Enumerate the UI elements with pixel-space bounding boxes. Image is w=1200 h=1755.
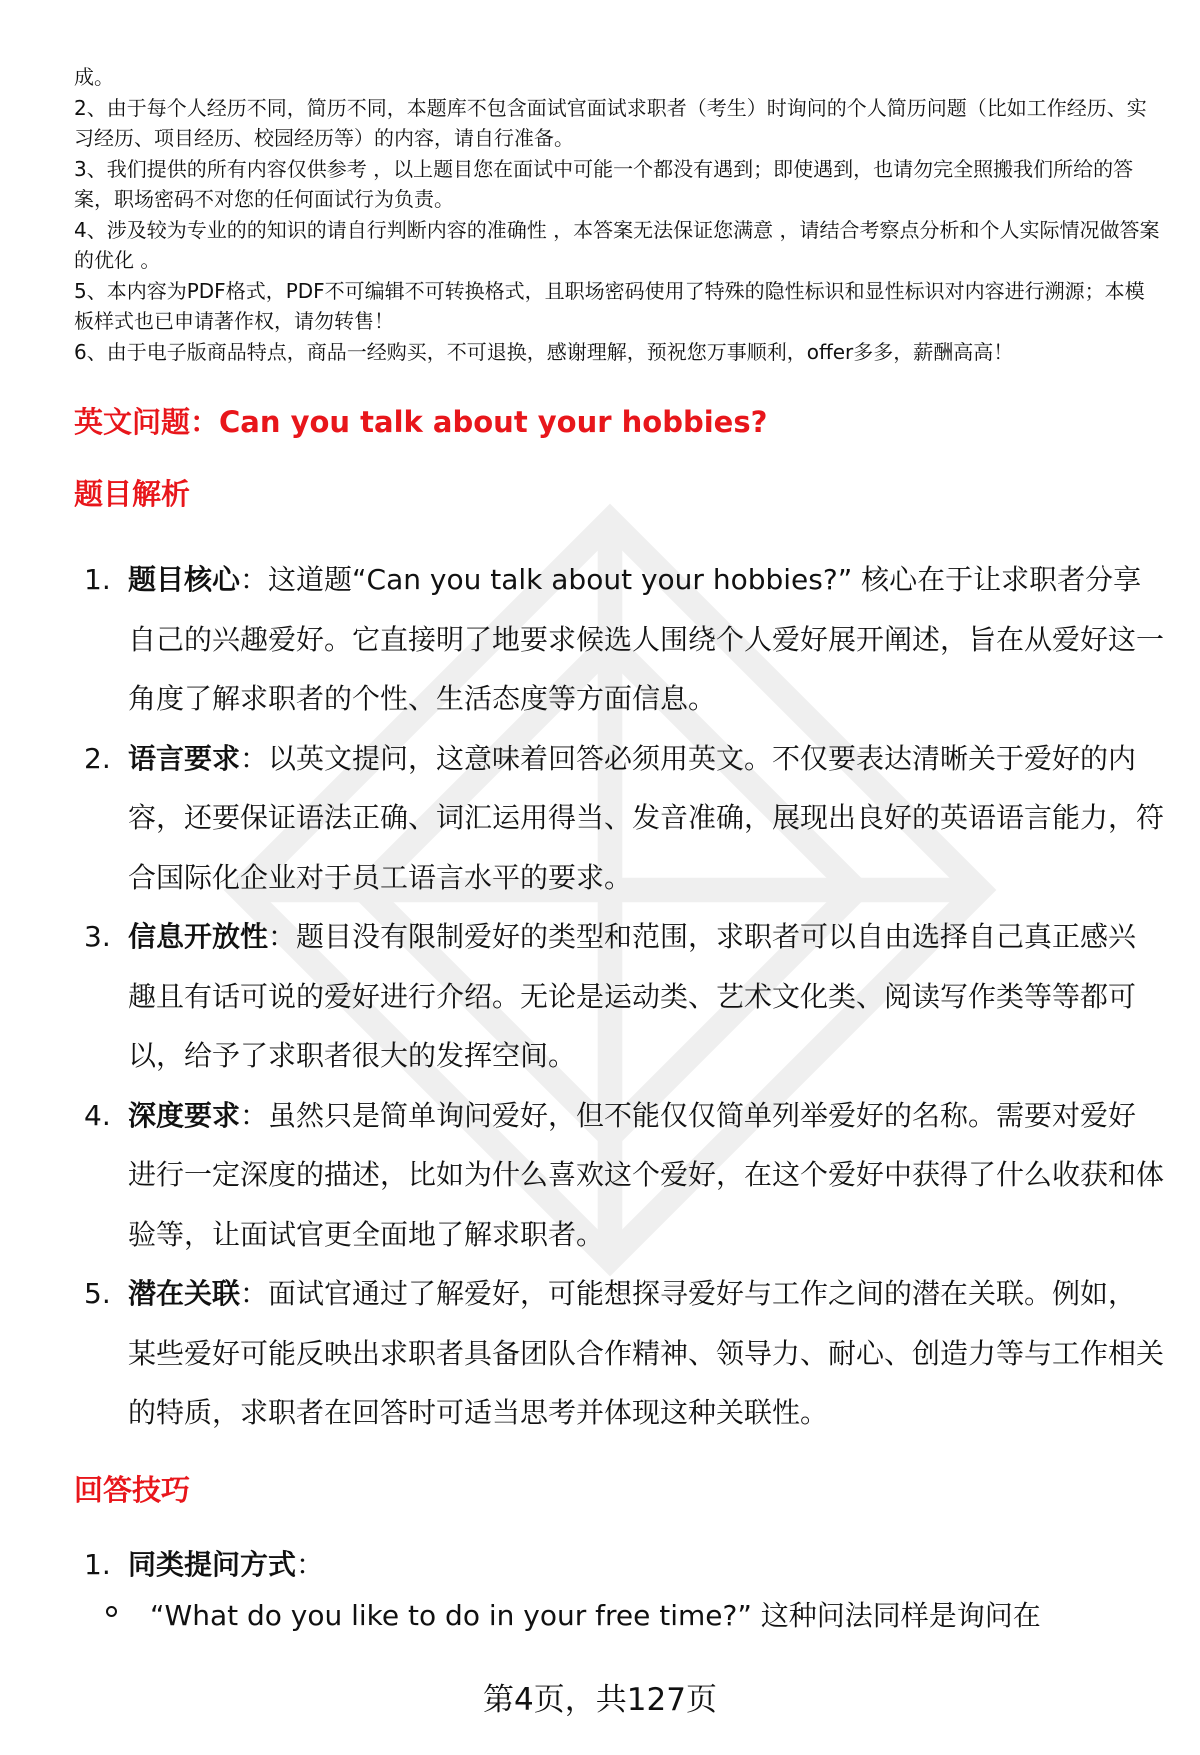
item-title: 题目核心: [128, 563, 241, 596]
item-number: 3.: [84, 920, 111, 953]
list-item: [74, 1264, 1164, 1443]
sub-list-item: [150, 1596, 1160, 1636]
item-title: 语言要求: [128, 741, 241, 775]
item-title: 信息开放性: [128, 920, 269, 953]
item-separator: ：: [240, 1277, 269, 1310]
tips-heading: 回答技巧: [74, 1473, 191, 1507]
item-separator: ：: [240, 563, 269, 596]
list-item: [74, 550, 1164, 729]
item-separator: ：: [240, 741, 269, 775]
note-line: 5、本内容为PDF格式，PDF不可编辑不可转换格式，且职场密码使用了特殊的隐性标识和显性标识对内容进行溯源；本模板样式也已申请著作权，请勿转售！: [74, 278, 1145, 333]
item-separator: ：: [240, 1098, 269, 1132]
tips-list: [74, 1536, 1164, 1593]
note-line: 4、涉及较为专业的的知识的请自行判断内容的准确性 ，本答案无法保证您满意 ，请结合考察点分析和个人实际情况做答案的优化 。: [74, 217, 1160, 272]
list-item: [74, 1536, 1164, 1593]
list-item: [74, 1086, 1164, 1265]
item-title: 潜在关联: [128, 1277, 241, 1310]
list-item: [74, 729, 1164, 908]
item-text: 题目没有限制爱好的类型和范围，求职者可以自由选择自己真正感兴趣且有话可说的爱好进行介绍。无论是运动类、艺术文化类、阅读写作类等等都可以，给予了求职者很大的发挥空间。: [128, 920, 1137, 1072]
note-line: 3、我们提供的所有内容仅供参考 ，以上题目您在面试中可能一个都没有遇到；即使遇到，也请勿完全照搬我们所给的答案，职场密码不对您的任何面试行为负责。: [74, 156, 1134, 211]
item-number: 4.: [84, 1098, 111, 1132]
disclaimer-notes: [74, 62, 1164, 367]
note-line: 2、由于每个人经历不同，简历不同，本题库不包含面试官面试求职者（考生）时询问的个人简历问题（比如工作经历、实习经历、项目经历、校园经历等）的内容，请自行准备。: [74, 95, 1147, 150]
item-separator: ：: [296, 1548, 325, 1581]
item-text: 面试官通过了解爱好，可能想探寻爱好与工作之间的潜在关联。例如，某些爱好可能反映出求职者具备团队合作精神、领导力、耐心、创造力等与工作相关的特质，求职者在回答时可适当思考并体现这种关联性。: [128, 1277, 1165, 1429]
item-number: 1.: [84, 1548, 111, 1581]
analysis-list: [74, 550, 1164, 1443]
item-number: 2.: [84, 741, 111, 775]
circle-bullet-icon: [106, 1606, 117, 1617]
list-item: [74, 907, 1164, 1086]
item-text: 虽然只是简单询问爱好，但不能仅仅简单列举爱好的名称。需要对爱好进行一定深度的描述，比如为什么喜欢这个爱好，在这个爱好中获得了什么收获和体验等，让面试官更全面地了解求职者。: [128, 1098, 1165, 1251]
item-separator: ：: [268, 920, 297, 953]
analysis-heading: 题目解析: [74, 477, 191, 511]
item-number: 1.: [84, 563, 111, 596]
page-footer: 第4页，共127页: [483, 1682, 717, 1718]
sub-item-text: “What do you like to do in your free time?” 这种问法同样是询问在: [150, 1599, 1041, 1632]
item-number: 5.: [84, 1277, 111, 1310]
question-heading: 英文问题：Can you talk about your hobbies?: [74, 405, 768, 439]
item-title: 深度要求: [128, 1098, 241, 1132]
item-text: 这道题“Can you talk about your hobbies?” 核心在于让求职者分享自己的兴趣爱好。它直接明了地要求候选人围绕个人爱好展开阐述，旨在从爱好这一角度了解求职者的个性、生活态度等方面信息。: [128, 563, 1165, 715]
note-line: 6、由于电子版商品特点，商品一经购买，不可退换，感谢理解，预祝您万事顺利，offer多多，薪酬高高！: [74, 339, 1014, 364]
note-line: 成。: [74, 65, 114, 89]
item-text: 以英文提问，这意味着回答必须用英文。不仅要表达清晰关于爱好的内容，还要保证语法正确、词汇运用得当、发音准确，展现出良好的英语语言能力，符合国际化企业对于员工语言水平的要求。: [128, 741, 1165, 894]
item-title: 同类提问方式: [128, 1548, 297, 1581]
